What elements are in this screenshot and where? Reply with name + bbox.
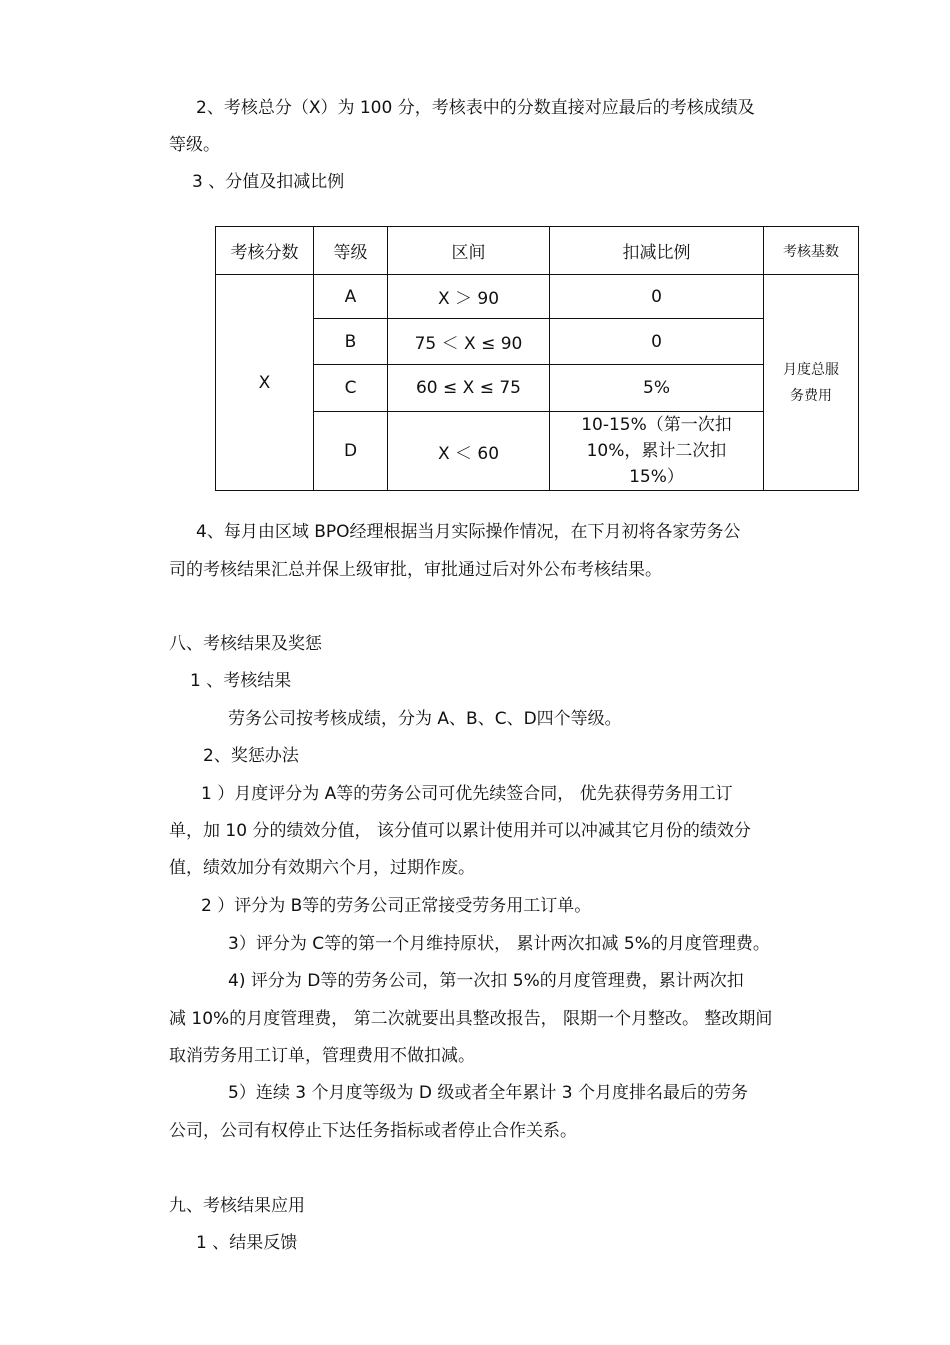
range-cell: X ＞ 90 [388,275,550,319]
range-cell: X ＜ 60 [388,412,550,491]
header-range: 区间 [388,227,550,275]
range-cell: 75 ＜ X ≤ 90 [388,319,550,365]
rule-d-line1: 4) 评分为 D等的劳务公司，第一次扣 5%的月度管理费，累计两次扣 [228,971,744,991]
rule-d-line3: 取消劳务用工订单，管理费用不做扣减。 [169,1046,475,1066]
grade-cell: B [314,319,388,365]
header-deduct: 扣减比例 [550,227,764,275]
grade-cell: A [314,275,388,319]
deduct-cell: 0 [550,275,764,319]
subsection-feedback: 1 、结果反馈 [196,1233,298,1253]
rule-e-line2: 公司，公司有权停止下达任务指标或者停止合作关系。 [169,1121,577,1141]
header-grade: 等级 [314,227,388,275]
para-total-score-line1: 2、考核总分（X）为 100 分，考核表中的分数直接对应最后的考核成绩及 [196,98,755,118]
deduct-cell: 0 [550,319,764,365]
deduct-cell: 5% [550,365,764,412]
rule-e-line1: 5）连续 3 个月度等级为 D 级或者全年累计 3 个月度排名最后的劳务 [228,1083,748,1103]
header-score: 考核分数 [216,227,314,275]
para-score-ratio-title: 3 、分值及扣减比例 [192,172,345,192]
rule-a-line1: 1 ）月度评分为 A等的劳务公司可优先续签合同， 优先获得劳务用工订 [201,784,733,804]
para-total-score-line2: 等级。 [169,135,220,155]
section-title-application: 九、考核结果应用 [169,1196,305,1216]
base-cell: 月度总服务费用 [764,275,859,491]
rule-a-line2: 单，加 10 分的绩效分值， 该分值可以累计使用并可以冲减其它月份的绩效分 [169,821,751,841]
para-monthly-review-line2: 司的考核结果汇总并保上级审批，审批通过后对外公布考核结果。 [169,560,662,580]
range-cell: 60 ≤ X ≤ 75 [388,365,550,412]
deduct-cell: 10-15%（第一次扣 10%，累计二次扣 15%） [550,412,764,491]
para-grades: 劳务公司按考核成绩，分为 A、B、C、D四个等级。 [228,709,622,729]
subsection-rewards: 2、奖惩办法 [203,746,299,766]
score-table [215,226,859,491]
section-title-results: 八、考核结果及奖惩 [169,634,322,654]
score-cell: X [216,275,314,491]
rule-c: 3）评分为 C等的第一个月维持原状， 累计两次扣减 5%的月度管理费。 [228,934,770,954]
rule-a-line3: 值，绩效加分有效期六个月，过期作废。 [169,858,475,878]
subsection-results: 1 、考核结果 [190,671,292,691]
rule-d-line2: 减 10%的月度管理费， 第二次就要出具整改报告， 限期一个月整改。 整改期间 [169,1009,773,1029]
grade-cell: D [314,412,388,491]
para-monthly-review-line1: 4、每月由区域 BPO经理根据当月实际操作情况，在下月初将各家劳务公 [196,522,741,542]
header-base: 考核基数 [764,227,859,275]
grade-cell: C [314,365,388,412]
rule-b: 2 ）评分为 B等的劳务公司正常接受劳务用工订单。 [201,896,592,916]
